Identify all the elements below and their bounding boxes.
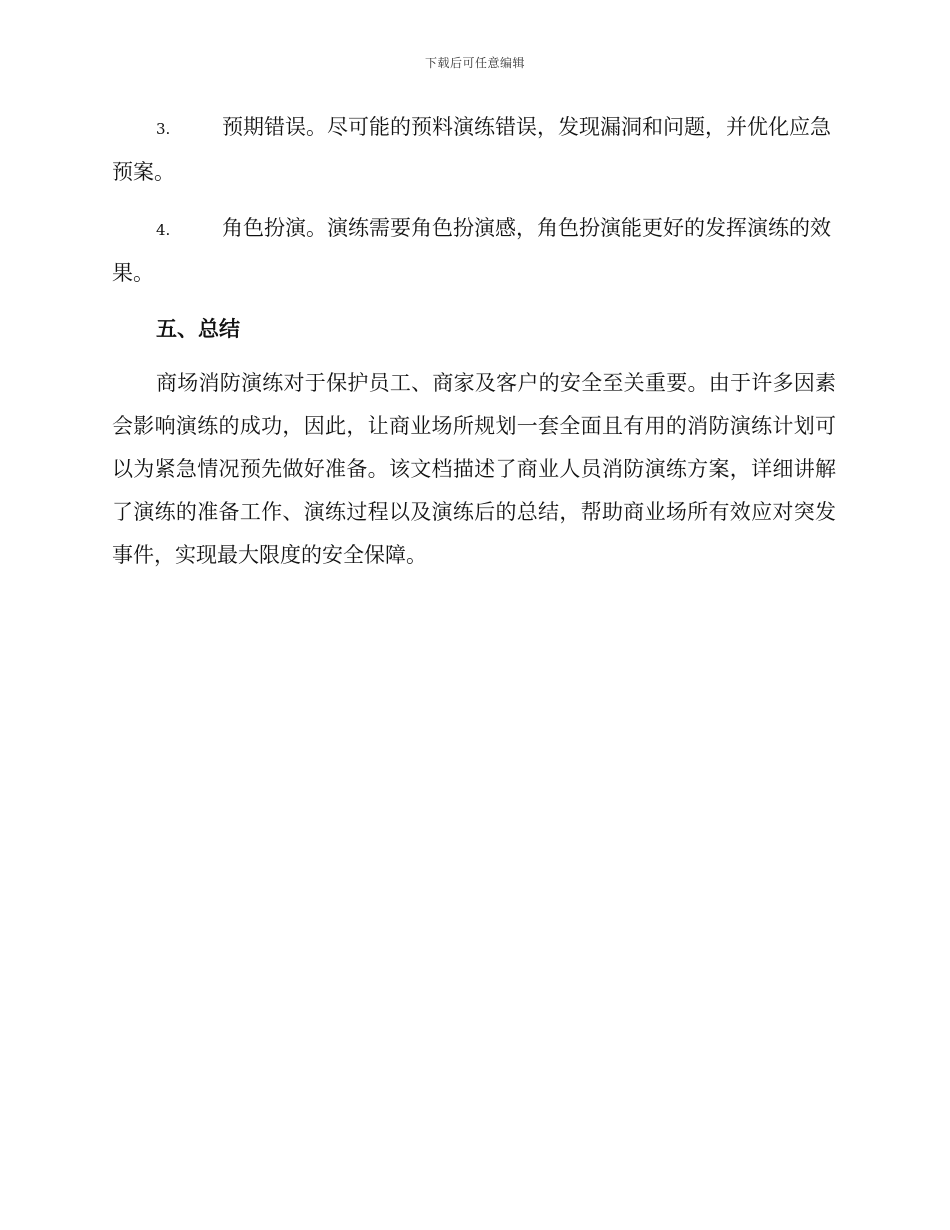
section-heading: 五、总结 [156, 317, 240, 341]
list-item-text: 角色扮演。演练需要角色扮演感，角色扮演能更好的发挥演练的效果。 [112, 216, 831, 285]
list-item-number: 3. [156, 120, 171, 138]
list-item [112, 106, 836, 194]
list-item-text: 预期错误。尽可能的预料演练错误，发现漏洞和问题，并优化应急预案。 [112, 115, 831, 184]
document-body [112, 106, 836, 577]
list-item-number: 4. [156, 221, 171, 239]
list-item [112, 207, 836, 295]
page-header: 下载后可任意编辑 [424, 56, 525, 70]
summary-paragraph: 商场消防演练对于保护员工、商家及客户的安全至关重要。由于许多因素会影响演练的成功，因此，让商业场所规划一套全面且有用的消防演练计划可以为紧急情况预先做好准备。该文档描述了商业人员消防演练方案，详细讲解了演练的准备工作、演练过程以及演练后的总结，帮助商业场所有效应对突发事件，实现最大限度的安全保障。 [112, 371, 836, 567]
